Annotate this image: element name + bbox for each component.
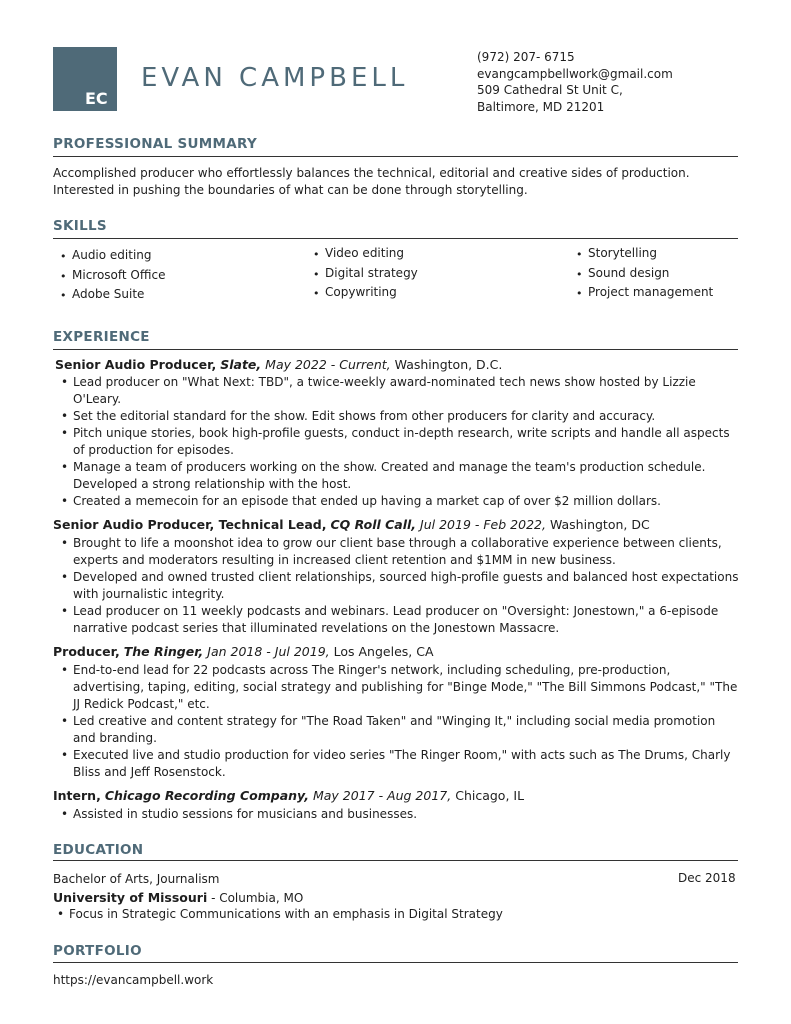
summary-line-2: Interested in pushing the boundaries of what can be done through storytelling. [53,183,528,197]
job-bullet: • Lead producer on 11 weekly podcasts and webinars. Lead producer on "Oversight: Jonestown," a 6-episode narrative podcast series that illuminated revelations on the Jonestown Massacre. [59,603,739,637]
job-bullet: • Lead producer on "What Next: TBD", a twice-weekly award-nominated tech news show hosted by Lizzie O'Leary. [59,374,739,408]
skills-divider [53,238,738,239]
job-location: Los Angeles, CA [333,644,434,659]
education-divider [53,860,738,861]
job-role: Intern, [53,788,101,803]
skill-item: • Microsoft Office [60,266,165,286]
portfolio-heading: PORTFOLIO [53,943,142,959]
education-bullet: • Focus in Strategic Communications with an emphasis in Digital Strategy [55,906,735,923]
job-role: Senior Audio Producer, Technical Lead, [53,517,327,532]
monogram-badge [53,47,117,111]
education-school-location: - Columbia, MO [207,891,304,905]
education-school: University of Missouri [53,890,208,905]
education-degree: Bachelor of Arts, Journalism [53,872,220,886]
education-bullets [55,906,735,923]
job-dates: May 2017 - Aug 2017, [312,788,452,803]
job-bullets [59,374,739,510]
job-dates: May 2022 - Current, [265,357,391,372]
job-bullets [59,806,739,823]
job-bullet: • Assisted in studio sessions for musicians and businesses. [59,806,739,823]
summary-heading: PROFESSIONAL SUMMARY [53,136,258,152]
job-bullet: • Developed and owned trusted client relationships, sourced high-profile guests and balanced host expectations with journalistic integrity. [59,569,739,603]
job-role: Senior Audio Producer, [55,357,217,372]
skill-item: • Adobe Suite [60,285,165,305]
skill-item: • Project management [576,283,713,303]
experience-heading: EXPERIENCE [53,329,150,345]
skills-column-1 [60,246,165,305]
skill-item: • Storytelling [576,244,713,264]
job-location: Washington, DC [549,517,650,532]
job-location: Washington, D.C. [394,357,503,372]
summary-line-1: Accomplished producer who effortlessly balances the technical, editorial and creative sides of production. [53,166,690,180]
skills-column-3 [576,244,713,303]
job-bullet: • Created a memecoin for an episode that ended up having a market cap of over $2 million dollars. [59,493,739,510]
contact-block [477,49,673,115]
skills-heading: SKILLS [53,218,107,234]
contact-address-line2: Baltimore, MD 21201 [477,99,605,114]
skill-item: • Sound design [576,264,713,284]
skill-item: • Digital strategy [313,264,418,284]
job-bullet: • Set the editorial standard for the show. Edit shows from other producers for clarity and accuracy. [59,408,739,425]
education-school-line [53,889,303,907]
job-bullets [59,662,739,781]
skill-item: • Video editing [313,244,418,264]
skill-item: • Copywriting [313,283,418,303]
job-header [53,788,524,803]
job-bullet: • Executed live and studio production for video series "The Ringer Room," with acts such as The Drums, Charly Bliss and Jeff Rosenstock. [59,747,739,781]
contact-phone: (972) 207- 6715 [477,50,575,64]
contact-address-line1: 509 Cathedral St Unit C, [477,83,623,97]
monogram-initials: EC [85,89,108,108]
candidate-name: EVAN CAMPBELL [141,63,409,93]
job-company: Slate, [220,357,262,372]
job-header [53,517,650,532]
job-bullet: • Pitch unique stories, book high-profile guests, conduct in-depth research, write scripts and handle all aspects of production for episodes. [59,425,739,459]
summary-divider [53,156,738,157]
education-heading: EDUCATION [53,842,144,858]
job-role: Producer, [53,644,120,659]
job-bullet: • Led creative and content strategy for "The Road Taken" and "Winging It," including social media promotion and branding. [59,713,739,747]
job-location: Chicago, IL [455,788,525,803]
job-company: Chicago Recording Company, [104,788,309,803]
portfolio-link[interactable]: https://evancampbell.work [53,973,214,987]
job-header [53,644,434,659]
job-dates: Jan 2018 - Jul 2019, [207,644,330,659]
contact-email: evangcampbellwork@gmail.com [477,66,673,81]
skill-item: • Audio editing [60,246,165,266]
job-company: CQ Roll Call, [330,517,417,532]
job-bullet: • Brought to life a moonshot idea to grow our client base through a collaborative experience between clients, experts and moderators resulting in increased client retention and $1MM in new business. [59,535,739,569]
job-company: The Ringer, [123,644,204,659]
experience-divider [53,349,738,350]
job-header [55,357,502,372]
job-bullet: • End-to-end lead for 22 podcasts across The Ringer's network, including scheduling, pre-production, advertising, taping, editing, social strategy and publishing for "Binge Mode," "The Bill Simmons Podcast," "The JJ Redick Podcast," etc. [59,662,739,713]
job-dates: Jul 2019 - Feb 2022, [420,517,546,532]
job-bullet: • Manage a team of producers working on the show. Created and manage the team's production schedule. Developed a strong relationship with the host. [59,459,739,493]
job-bullets [59,535,739,637]
education-date: Dec 2018 [678,871,736,885]
skills-column-2 [313,244,418,303]
portfolio-divider [53,962,738,963]
